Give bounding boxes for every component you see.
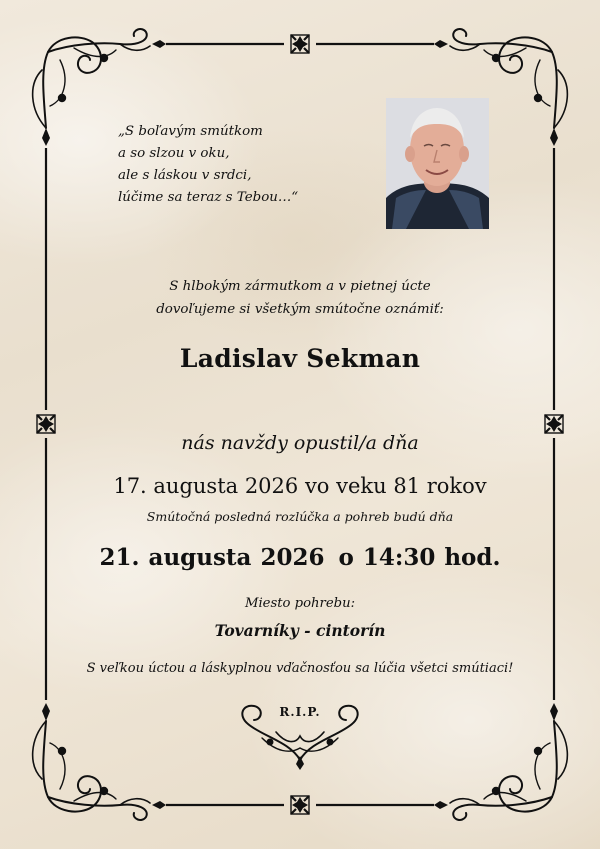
- intro-line: S hlbokým zármutkom a v pietnej úcte: [169, 279, 431, 294]
- cross-icon-bottom: [291, 796, 309, 814]
- deceased-name: Ladislav Sekman: [179, 344, 421, 373]
- funeral-date: 21. augusta 2026: [99, 544, 325, 571]
- rip-label: R.I.P.: [279, 705, 321, 719]
- death-date-age: 17. augusta 2026 vo veku 81 rokov: [113, 474, 487, 498]
- portrait-photo: [386, 98, 489, 229]
- cross-icon-right: [545, 415, 563, 433]
- funeral-time: o 14:30 hod.: [338, 544, 501, 571]
- funeral-place: Tovarníky - cintorín: [214, 621, 386, 640]
- corner-ornament-bottom-left: [33, 703, 166, 820]
- cross-icon-left: [37, 415, 55, 433]
- funeral-datetime: [0, 544, 600, 571]
- death-phrase: nás navždy opustil/a dňa: [181, 432, 419, 454]
- intro-line: dovoľujeme si všetkým smútočne oznámiť:: [156, 302, 444, 317]
- funeral-intro: Smútočná posledná rozlúčka a pohreb budú dňa: [146, 509, 454, 524]
- poem-line: ale s láskou v srdci,: [118, 168, 252, 183]
- poem-line: „S boľavým smútkom: [118, 124, 263, 139]
- poem: [118, 121, 358, 209]
- poem-line: lúčime sa teraz s Tebou…“: [118, 190, 299, 205]
- cross-icon-top: [291, 35, 309, 53]
- funeral-place-label: Miesto pohrebu:: [244, 596, 356, 611]
- closing-text: S veľkou úctou a láskyplnou vďačnosťou sa lúčia všetci smútiaci!: [86, 661, 514, 676]
- portrait-image: [386, 98, 489, 229]
- corner-ornament-bottom-right: [434, 703, 567, 820]
- announcement-intro: [0, 275, 600, 321]
- poem-line: a so slzou v oku,: [118, 146, 230, 161]
